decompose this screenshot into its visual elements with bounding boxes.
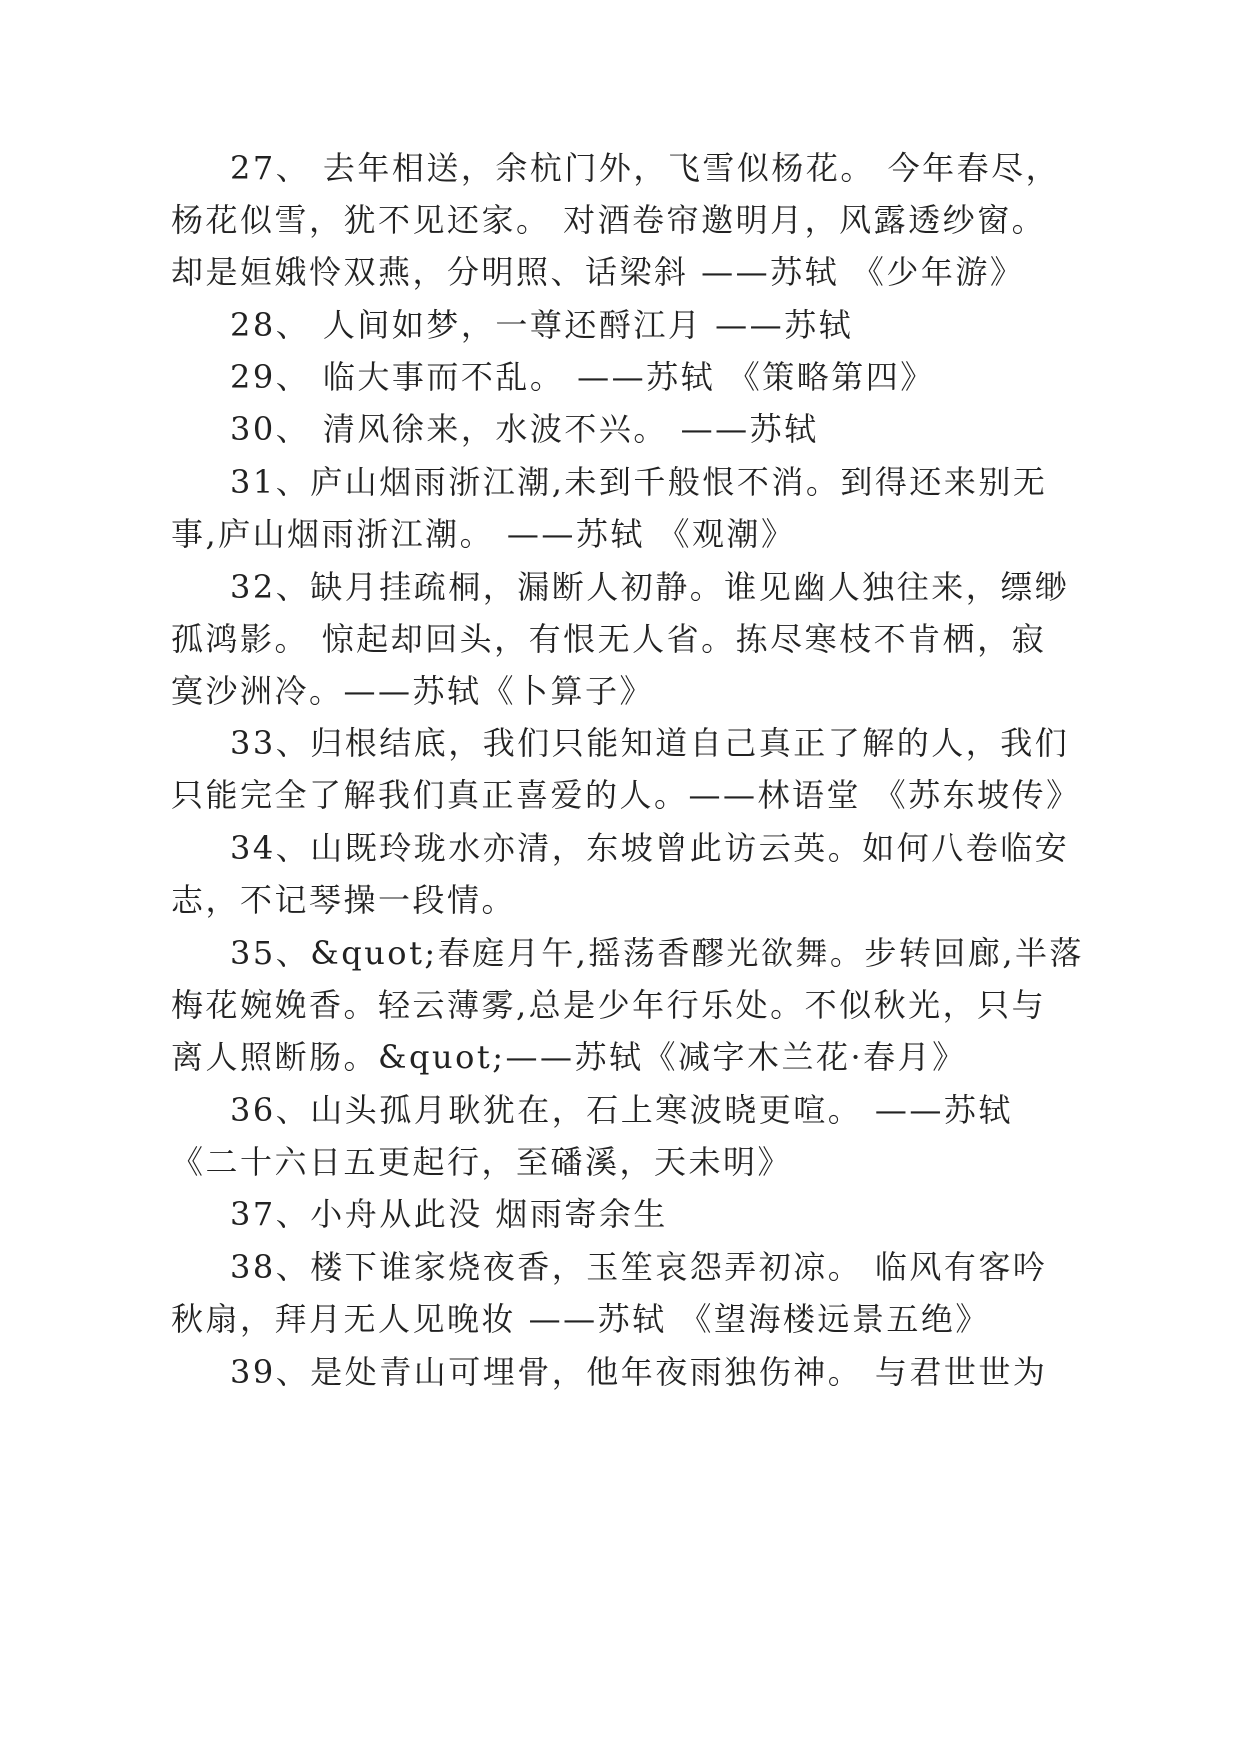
text-line: 34、山既玲珑水亦清，东坡曾此访云英。如何八卷临安 — [230, 829, 1070, 867]
text-line: 36、山头孤月耿犹在，石上寒波晓更喧。 ——苏轼 — [230, 1091, 1013, 1129]
text-line: 28、 人间如梦，一尊还酹江月 ——苏轼 — [230, 306, 854, 344]
text-line: 只能完全了解我们真正喜爱的人。——林语堂 《苏东坡传》 — [171, 776, 1081, 814]
text-line: 《二十六日五更起行，至磻溪，天未明》 — [171, 1143, 793, 1181]
text-line: 志，不记琴操一段情。 — [171, 881, 517, 919]
text-line: 35、&quot;春庭月午,摇荡香醪光欲舞。步转回廊,半落 — [230, 934, 1085, 972]
text-line: 37、小舟从此没 烟雨寄余生 — [230, 1195, 668, 1233]
text-line: 33、归根结底，我们只能知道自己真正了解的人，我们 — [230, 724, 1070, 762]
text-line: 离人照断肠。&quot;——苏轼《减字木兰花·春月》 — [171, 1038, 967, 1076]
text-line: 39、是处青山可埋骨，他年夜雨独伤神。 与君世世为 — [230, 1353, 1048, 1391]
text-line: 32、缺月挂疏桐，漏断人初静。谁见幽人独往来，缥缈 — [230, 568, 1070, 606]
text-line: 29、 临大事而不乱。 ——苏轼 《策略第四》 — [230, 358, 935, 396]
text-line: 杨花似雪，犹不见还家。 对酒卷帘邀明月，风露透纱窗。 — [171, 201, 1047, 239]
text-line: 秋扇，拜月无人见晚妆 ——苏轼 《望海楼远景五绝》 — [171, 1300, 990, 1338]
text-line: 梅花婉娩香。轻云薄雾,总是少年行乐处。不似秋光，只与 — [171, 986, 1047, 1024]
text-line: 孤鸿影。 惊起却回头，有恨无人省。拣尽寒枝不肯栖，寂 — [171, 620, 1047, 658]
text-line: 却是姮娥怜双燕，分明照、话梁斜 ——苏轼 《少年游》 — [171, 253, 1025, 291]
text-line: 事,庐山烟雨浙江潮。 ——苏轼 《观潮》 — [171, 515, 796, 553]
text-line: 30、 清风徐来，水波不兴。 ——苏轼 — [230, 410, 819, 448]
text-line: 31、庐山烟雨浙江潮,未到千般恨不消。到得还来别无 — [230, 463, 1048, 501]
text-line: 寞沙洲冷。——苏轼《卜算子》 — [171, 672, 655, 710]
text-line: 38、楼下谁家烧夜香，玉笙哀怨弄初凉。 临风有客吟 — [230, 1248, 1048, 1286]
text-line: 27、 去年相送，余杭门外，飞雪似杨花。 今年春尽， — [230, 149, 1061, 187]
